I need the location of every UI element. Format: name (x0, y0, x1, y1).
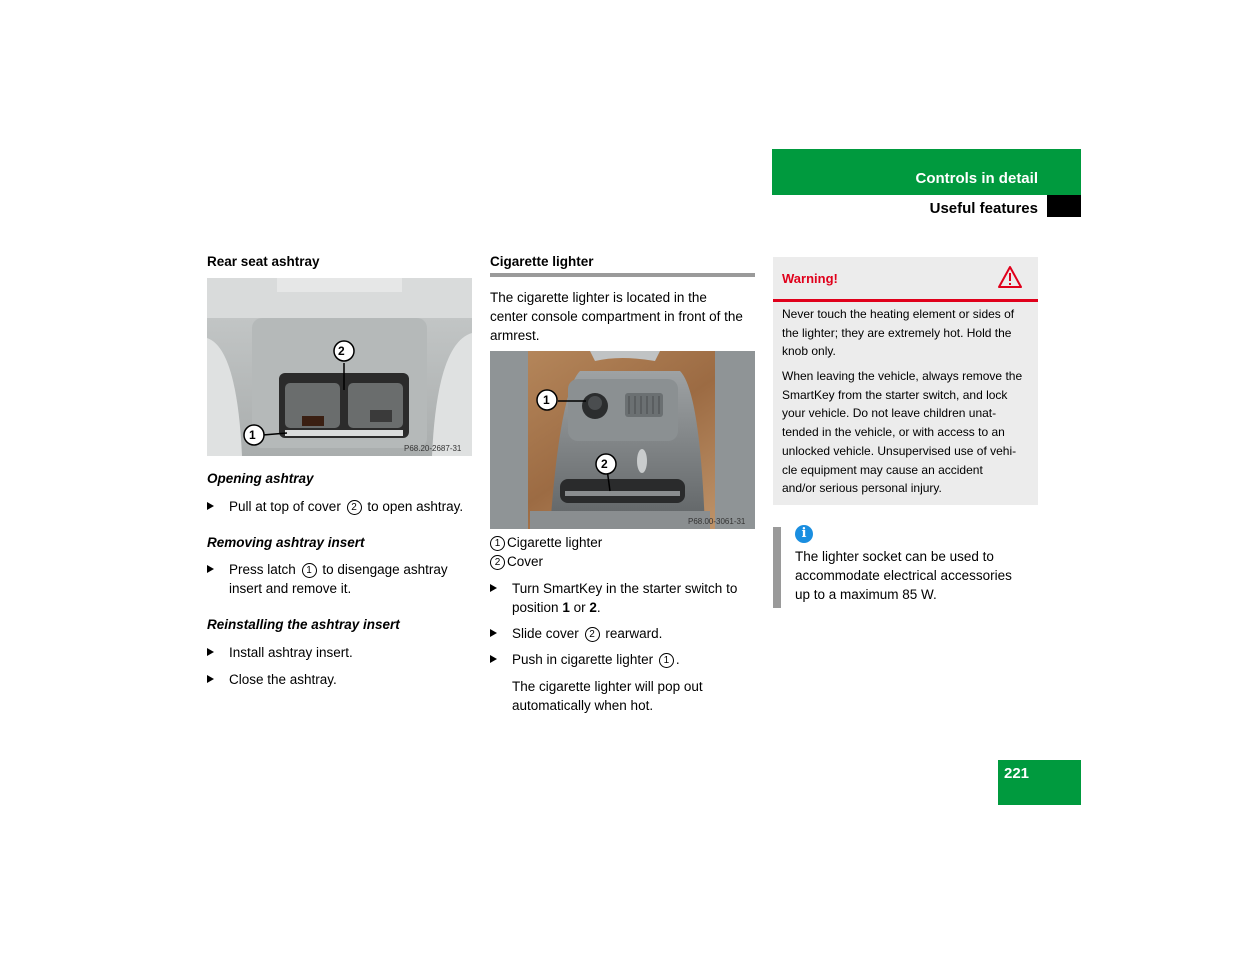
rear-ashtray-photo (207, 278, 472, 456)
step-turn-smartkey: Turn SmartKey in the starter switch to position 1 or 2. (490, 579, 777, 617)
cigarette-lighter-photo (490, 351, 755, 529)
warning-triangle-icon (997, 265, 1023, 289)
warning-rule (773, 299, 1038, 302)
photo-code: P68.00-3061-31 (688, 517, 746, 526)
warning-box (773, 257, 1038, 505)
removing-insert-heading: Removing ashtray insert (207, 535, 365, 550)
legend-item-2: 2 Cover (490, 552, 543, 571)
bullet-icon (490, 584, 497, 592)
info-icon: i (795, 525, 813, 543)
page-number: 221 (1004, 765, 1030, 782)
step-slide-cover: Slide cover 2 rearward. (490, 624, 777, 643)
step-push-lighter: Push in cigarette lighter 1 . (490, 650, 777, 669)
callout-1: 1 (249, 428, 256, 442)
bullet-icon (207, 675, 214, 683)
step-close-ashtray: Close the ashtray. (207, 670, 489, 689)
bullet-icon (490, 655, 497, 663)
legend-item-1: 1 Cigarette lighter (490, 533, 602, 552)
reinstalling-insert-heading: Reinstalling the ashtray insert (207, 617, 400, 632)
page-number-tab (998, 760, 1081, 805)
callout-2: 2 (601, 457, 608, 471)
subsection-title: Useful features (929, 200, 1038, 217)
heading-rule (490, 273, 755, 277)
bullet-icon (207, 565, 214, 573)
info-bar (773, 527, 781, 608)
step-remove-insert: Press latch 1 to disengage ashtray insert and remove it. (207, 560, 489, 598)
rear-ashtray-heading: Rear seat ashtray (207, 254, 320, 269)
photo-code: P68.20-2687-31 (404, 444, 462, 453)
opening-ashtray-heading: Opening ashtray (207, 471, 314, 486)
callout-1: 1 (543, 393, 550, 407)
step-install-insert: Install ashtray insert. (207, 643, 489, 662)
bullet-icon (490, 629, 497, 637)
step-open-ashtray: Pull at top of cover 2 to open ashtray. (207, 497, 499, 516)
bullet-icon (207, 502, 214, 510)
bullet-icon (207, 648, 214, 656)
callout-2: 2 (338, 344, 345, 358)
cigarette-lighter-heading: Cigarette lighter (490, 254, 594, 269)
header-marker (1047, 195, 1081, 217)
info-text: The lighter socket can be used to accommodate electrical accessories up to a maximum 85 W. (795, 549, 1012, 602)
section-title: Controls in detail (915, 170, 1038, 187)
step-result: The cigarette lighter will pop out automatically when hot. (512, 679, 703, 713)
warning-title: Warning! (782, 271, 838, 286)
warning-paragraph-2: When leaving the vehicle, always remove the SmartKey from the starter switch, and lock your vehicle. Do not leave children unat- tended in the vehicle, or with access to an unlocked vehicle. Unsupervised use of vehi- cle equipment may cause an accident and/or serious personal injury. (782, 369, 1023, 496)
lighter-intro: The cigarette lighter is located in the center console compartment in front of the armrest. (490, 290, 743, 343)
warning-paragraph-1: Never touch the heating element or sides of the lighter; they are extremely hot. Hold the knob only. (782, 307, 1015, 359)
